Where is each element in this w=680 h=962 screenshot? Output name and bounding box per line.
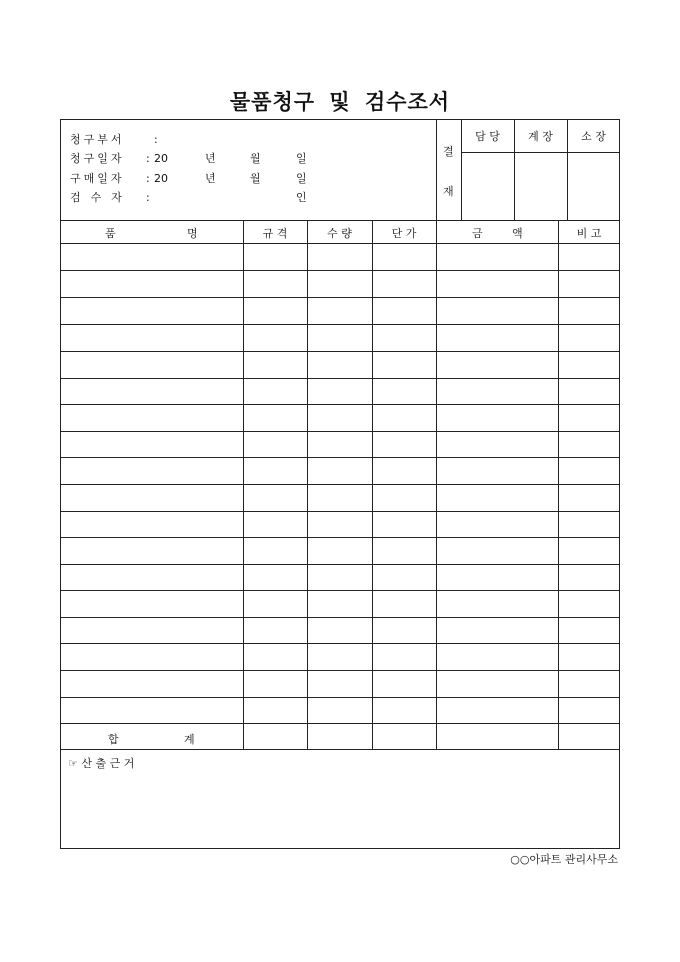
- table-row-line: [60, 457, 620, 458]
- table-column-line: [558, 220, 559, 749]
- total-label-b: 계: [184, 733, 195, 746]
- inspector-label: 검수자: [70, 191, 132, 204]
- footer-office: ○○아파트 관리사무소: [510, 853, 618, 866]
- request-date-colon: :: [146, 152, 150, 165]
- table-row-line: [60, 670, 620, 671]
- table-row-line: [60, 270, 620, 271]
- table-column-line: [436, 220, 437, 749]
- table-column-line: [243, 220, 244, 749]
- table-row-line: [60, 564, 620, 565]
- approval-label-top: 결: [443, 145, 454, 158]
- table-row-line: [60, 404, 620, 405]
- purchase-day-unit: 일: [296, 172, 307, 185]
- approval-header-divider: [461, 152, 620, 153]
- approval-left-border: [436, 119, 437, 220]
- table-row-line: [60, 324, 620, 325]
- request-day-unit: 일: [296, 152, 307, 165]
- table-row-line: [60, 617, 620, 618]
- purchase-year-prefix: 20: [154, 172, 168, 185]
- dept-label: 청구부서: [70, 133, 125, 146]
- table-column-line: [372, 220, 373, 749]
- calculation-basis-label: ☞ 산 출 근 거: [68, 757, 135, 770]
- purchase-year-unit: 년: [205, 172, 216, 185]
- header-unit-price: 단 가: [391, 227, 417, 240]
- table-row-line: [60, 723, 620, 724]
- inspector-seal: 인: [296, 191, 307, 204]
- table-row-line: [60, 697, 620, 698]
- purchase-date-label: 구매일자: [70, 172, 125, 185]
- header-item-a: 품: [105, 227, 116, 240]
- dept-colon: :: [154, 133, 158, 146]
- table-row-line: [60, 484, 620, 485]
- table-column-line: [307, 220, 308, 749]
- header-remarks: 비 고: [576, 227, 602, 240]
- table-row-line: [60, 378, 620, 379]
- form-title: 물품청구 및 검수조서: [229, 89, 451, 114]
- approval-header-director: 소 장: [581, 130, 606, 143]
- purchase-date-colon: :: [146, 172, 150, 185]
- table-row-line: [60, 511, 620, 512]
- approval-header-manager: 담 당: [475, 130, 500, 143]
- inspector-colon: :: [146, 191, 150, 204]
- header-item-b: 명: [187, 227, 198, 240]
- request-month-unit: 월: [250, 152, 261, 165]
- table-row-line: [60, 297, 620, 298]
- header-amount-b: 액: [512, 227, 523, 240]
- table-row-line: [60, 431, 620, 432]
- purchase-month-unit: 월: [250, 172, 261, 185]
- table-row-line: [60, 537, 620, 538]
- header-qty: 수 량: [327, 227, 352, 240]
- table-row-line: [60, 243, 620, 244]
- table-row-line: [60, 590, 620, 591]
- table-row-line: [60, 351, 620, 352]
- request-date-label: 청구일자: [70, 152, 125, 165]
- header-amount-a: 금: [472, 227, 483, 240]
- approval-label-bottom: 재: [443, 185, 454, 198]
- table-row-line: [60, 749, 620, 750]
- table-row-line: [60, 643, 620, 644]
- request-year-prefix: 20: [154, 152, 168, 165]
- header-spec: 규 격: [262, 227, 288, 240]
- request-year-unit: 년: [205, 152, 216, 165]
- total-label-a: 합: [108, 733, 119, 746]
- table-top-border: [60, 220, 620, 221]
- approval-header-chief: 계 장: [528, 130, 553, 143]
